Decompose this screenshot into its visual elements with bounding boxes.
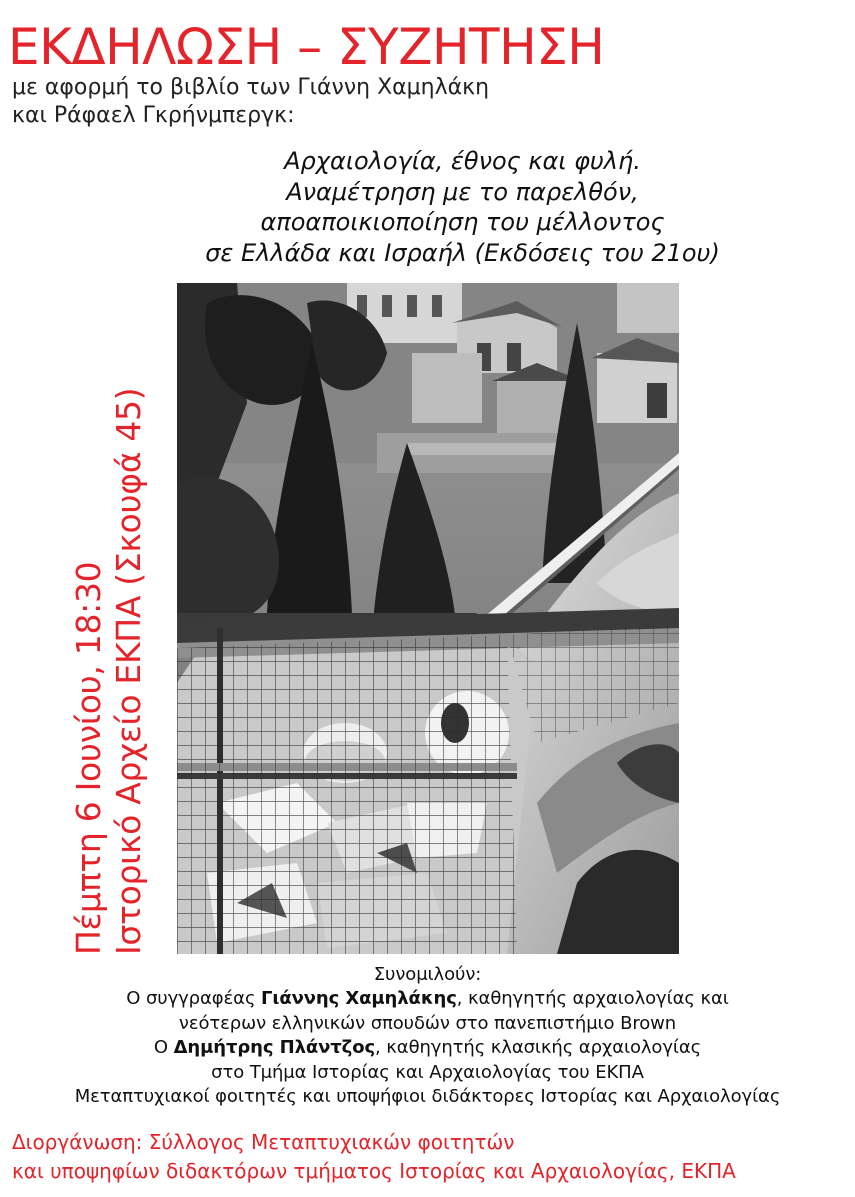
speaker-1-prefix: Ο συγγραφέας: [126, 988, 262, 1010]
event-details-vertical: [69, 388, 149, 955]
book-title-line-3: αποαποικιοποίηση του μέλλοντος: [260, 208, 665, 236]
speaker-2-line-2: στο Τμήμα Ιστορίας και Αρχαιολογίας του ΕΚΠΑ: [211, 1061, 644, 1083]
book-title-line-1: Αρχαιολογία, έθνος και φυλή.: [284, 147, 641, 175]
subtitle-line-2: και Ράφαελ Γκρήνμπεργκ:: [12, 103, 295, 128]
subtitle-line-1: με αφορμή το βιβλίο των Γιάννη Χαμηλάκη: [12, 75, 490, 100]
speaker-1-name: Γιάννης Χαμηλάκης: [261, 988, 457, 1010]
speaker-3-line: Μεταπτυχιακοί φοιτητές και υποψήφιοι διδάκτορες Ιστορίας και Αρχαιολογίας: [74, 1086, 781, 1108]
event-venue: Ιστορικό Αρχείο ΕΚΠΑ (Σκουφά 45): [109, 387, 148, 955]
speakers-heading: Συνομιλούν:: [373, 964, 482, 985]
archaeological-site-photo: [177, 283, 679, 954]
speaker-1-role: , καθηγητής αρχαιολογίας και: [456, 988, 729, 1010]
organizer-line-2: και υποψηφίων διδακτόρων τμήματος Ιστορίας και Αρχαιολογίας, ΕΚΠΑ: [12, 1159, 736, 1183]
speaker-2-prefix: Ο: [153, 1037, 174, 1059]
event-subtitle: [12, 74, 489, 130]
organizer-section: [12, 1128, 736, 1186]
speaker-2-name: Δημήτρης Πλάντζος: [173, 1037, 376, 1059]
speaker-1-line-1: [0, 987, 855, 1011]
book-title: [0, 146, 855, 268]
speakers-section: [0, 963, 855, 1109]
book-title-line-4: σε Ελλάδα και Ισραήλ (Εκδόσεις του 21ου): [205, 238, 720, 267]
book-title-line-2: Αναμέτρηση με το παρελθόν,: [286, 177, 639, 206]
speaker-2-role: , καθηγητής κλασικής αρχαιολογίας: [375, 1037, 702, 1059]
speaker-1-line-2: νεότερων ελληνικών σπουδών στο πανεπιστήμιο Brown: [178, 1012, 677, 1034]
event-datetime: Πέμπτη 6 Ιουνίου, 18:30: [69, 561, 108, 955]
event-title: ΕΚΔΗΛΩΣΗ – ΣΥΖΗΤΗΣΗ: [8, 18, 605, 76]
organizer-line-1: Διοργάνωση: Σύλλογος Μεταπτυχιακών φοιτητών: [12, 1130, 515, 1154]
speaker-2-line-1: [0, 1036, 855, 1060]
